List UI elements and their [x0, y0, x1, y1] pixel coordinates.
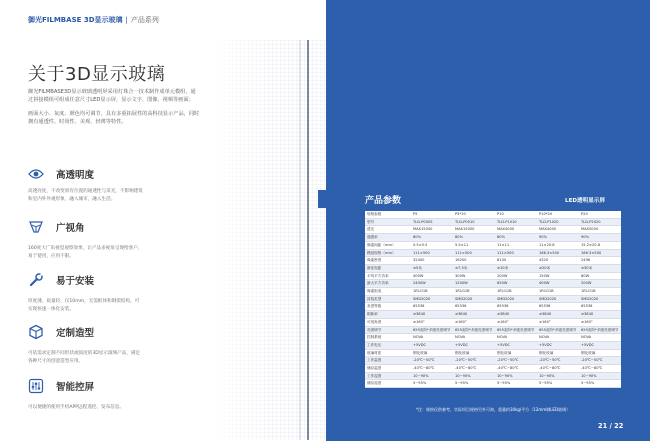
table-cell: 2496 — [579, 257, 621, 265]
table-cell: 11×20.8 — [537, 241, 579, 249]
table-cell: 1R1G1B — [579, 288, 621, 296]
table-cell: MAX4000 — [537, 226, 579, 234]
table-cell: 80% — [495, 234, 537, 242]
table-cell: NOVA — [495, 334, 537, 342]
table-cell: 1R1G1B — [495, 288, 537, 296]
table-cell: 2400W — [411, 280, 453, 288]
table-cell: +5VDC — [579, 341, 621, 349]
table-cell: SMD2020 — [579, 295, 621, 303]
row-label: 型号 — [365, 218, 411, 226]
table-cell: 钢化玻璃 — [411, 349, 453, 357]
row-label: 像素密度 — [365, 257, 411, 265]
row-label: 灰度等级 — [365, 303, 411, 311]
table-cell: TLD-P2020 — [579, 218, 621, 226]
table-cell: 400W — [537, 280, 579, 288]
row-label: 刷新率 — [365, 311, 411, 319]
table-cell: 5~95% — [453, 380, 495, 388]
table-cell: 10~90% — [411, 372, 453, 380]
table-cell: SMD2020 — [411, 295, 453, 303]
row-label: 平均平方功率 — [365, 272, 411, 280]
feature-desc: 高透亮度，不改变原有位置的通透性与采光，不影响建筑和室内外外观形象，融入城市，融入生活。 — [28, 189, 143, 202]
table-cell: 10~90% — [495, 372, 537, 380]
table-cell: -20℃~50℃ — [453, 357, 495, 365]
row-label: 控制系统 — [365, 334, 411, 342]
table-cell: 80W — [579, 272, 621, 280]
table-row — [365, 264, 621, 272]
table-cell: 1R1G1B — [537, 288, 579, 296]
table-cell: 16200 — [453, 257, 495, 265]
table-cell: 钢化玻璃 — [495, 349, 537, 357]
feature-transparency — [28, 166, 148, 203]
table-cell: 65536 — [411, 303, 453, 311]
feature-title: 高透明度 — [56, 170, 95, 181]
table-cell: SMD2020 — [537, 295, 579, 303]
table-cell: -40℃~80℃ — [411, 365, 453, 373]
table-cell: ≥30米 — [579, 264, 621, 272]
table-cell: 400W — [411, 272, 453, 280]
table-cell: P20 — [579, 211, 621, 218]
section-name: 产品系列 — [130, 16, 159, 24]
page-header — [28, 14, 159, 26]
table-cell: +5VDC — [537, 341, 579, 349]
table-cell: 655灰阶*多级亮度调节 — [495, 326, 537, 334]
table-cell: P10 — [495, 211, 537, 218]
table-cell: 1R1G1B — [453, 288, 495, 296]
table-row — [365, 249, 621, 257]
table-cell: 166.3×500 — [537, 249, 579, 257]
table-row — [365, 272, 621, 280]
feature-desc: 厚度薄，质量轻，仅10mm，无需框体和钢架结构，可实现快速一体化安装。 — [28, 299, 140, 312]
table-cell: 111×500 — [411, 249, 453, 257]
table-cell: NOVA — [579, 334, 621, 342]
table-cell: 钢化玻璃 — [453, 349, 495, 357]
table-cell: TLD-P0510 — [453, 218, 495, 226]
table-cell: ≥3840 — [411, 311, 453, 319]
table-row — [365, 226, 621, 234]
feature-desc: 可以便捷的使用手机APP远程遥控、发布信息。 — [28, 405, 124, 410]
table-cell: 80% — [453, 234, 495, 242]
table-row — [365, 211, 621, 218]
row-label: 储存温度 — [365, 365, 411, 373]
table-cell: 5~95% — [579, 380, 621, 388]
table-cell: ≥160° — [495, 318, 537, 326]
feature-easy-install — [28, 272, 148, 313]
row-label: 像素间距（mm） — [365, 241, 411, 249]
table-cell: -20℃~50℃ — [495, 357, 537, 365]
table-cell: 166.3×500 — [579, 249, 621, 257]
table-row — [365, 349, 621, 357]
table-cell: SMD2020 — [495, 295, 537, 303]
table-row — [365, 218, 621, 226]
row-label: 最佳视距 — [365, 264, 411, 272]
table-cell: 111×500 — [453, 249, 495, 257]
sliders-icon — [28, 378, 44, 394]
table-cell: 10~90% — [453, 372, 495, 380]
row-label: 通透率 — [365, 234, 411, 242]
table-cell: 钢化玻璃 — [579, 349, 621, 357]
table-row — [365, 241, 621, 249]
table-row — [365, 341, 621, 349]
wrench-icon — [28, 272, 44, 288]
wide-angle-icon — [28, 219, 44, 235]
table-cell: 90% — [579, 234, 621, 242]
table-cell: MAX5000 — [579, 226, 621, 234]
table-cell: 655灰阶*多级亮度调节 — [537, 326, 579, 334]
table-cell: 65536 — [453, 303, 495, 311]
table-cell: ≥10米 — [495, 264, 537, 272]
table-cell: -40℃~80℃ — [537, 365, 579, 373]
table-cell: 11×11 — [495, 241, 537, 249]
table-cell: 1R1G1B — [411, 288, 453, 296]
table-row — [365, 372, 621, 380]
table-cell: 150W — [537, 272, 579, 280]
table-cell: -40℃~80℃ — [453, 365, 495, 373]
table-cell: -20℃~50℃ — [537, 357, 579, 365]
intro-paragraph-2: 画面大小、灰度、颜色均可调节，具有多重拓展性的高科技显示产品，同时拥有通透性、时尚性、美观、轻薄等特性。 — [28, 111, 200, 125]
feature-title: 智能控屏 — [56, 382, 95, 393]
table-cell: 5~95% — [537, 380, 579, 388]
spec-note: *注：规格仅供参考，实际项目规格另外可询，重量约30kg/平方（12mm钢LED玻璃） — [415, 407, 570, 412]
table-cell: ≥160° — [453, 318, 495, 326]
table-row — [365, 357, 621, 365]
parameters-title: 产品参数 — [365, 196, 402, 206]
table-cell: MAX15000 — [453, 226, 495, 234]
table-cell: 5.5×5.5 — [411, 241, 453, 249]
table-cell: 钢化玻璃 — [537, 349, 579, 357]
table-cell: +5VDC — [411, 341, 453, 349]
intro-paragraph-1: 御光FILMBASE3D显示玻璃透明屏采用灯珠合一技术制作成单元模组，通过拼接模组可组成任意尺寸LED显示屏，显示文字、图像、视频等画面； — [28, 89, 196, 103]
table-row — [365, 365, 621, 373]
page-number: 21 / 22 — [598, 422, 624, 430]
page-tab-marker — [318, 190, 328, 208]
table-cell: NOVA — [537, 334, 579, 342]
row-label: 透光 — [365, 226, 411, 234]
intro-text — [28, 88, 200, 132]
table-cell: TLD-P1010 — [495, 218, 537, 226]
table-cell: 1200W — [453, 280, 495, 288]
table-cell: 32400 — [411, 257, 453, 265]
row-label: 亮度调节 — [365, 326, 411, 334]
row-label: 工作湿度 — [365, 372, 411, 380]
table-cell: -40℃~80℃ — [579, 365, 621, 373]
table-cell: ≥20米 — [537, 264, 579, 272]
table-cell: 10~90% — [537, 372, 579, 380]
spec-table — [365, 211, 621, 388]
table-row — [365, 318, 621, 326]
table-cell: 300W — [453, 272, 495, 280]
cube-icon — [28, 324, 44, 340]
eye-icon — [28, 166, 44, 182]
table-cell: ≥3840 — [579, 311, 621, 319]
table-cell: -20℃~50℃ — [411, 357, 453, 365]
feature-desc: 160度大广角视觉观察效果，让产品多视角呈现给客户，易于使用，应用不限。 — [28, 246, 143, 259]
table-cell: 90% — [537, 234, 579, 242]
table-cell: NOVA — [411, 334, 453, 342]
table-row — [365, 303, 621, 311]
feature-wide-angle — [28, 219, 148, 260]
table-row — [365, 280, 621, 288]
table-cell: ≥3840 — [537, 311, 579, 319]
table-cell: +5VDC — [453, 341, 495, 349]
table-cell: 15.2×20.8 — [579, 241, 621, 249]
table-cell: 10~90% — [579, 372, 621, 380]
row-label: 最大平方功率 — [365, 280, 411, 288]
table-cell: 5~95% — [411, 380, 453, 388]
row-label: 玻璃材质 — [365, 349, 411, 357]
header-separator: | — [125, 16, 128, 24]
table-cell: NOVA — [453, 334, 495, 342]
glass-panel-illustration — [208, 40, 326, 440]
table-cell: 655灰阶*多级亮度调节 — [579, 326, 621, 334]
table-row — [365, 234, 621, 242]
table-row — [365, 257, 621, 265]
table-cell: ≥160° — [537, 318, 579, 326]
feature-title: 易于安装 — [56, 276, 95, 287]
table-cell: P5 — [411, 211, 453, 218]
table-cell: 5~95% — [495, 380, 537, 388]
table-cell: 5.5×11 — [453, 241, 495, 249]
table-cell: 650W — [495, 280, 537, 288]
row-label: 可视角度 — [365, 318, 411, 326]
row-label: 工作电压 — [365, 341, 411, 349]
table-cell: 8100 — [495, 257, 537, 265]
feature-smart-control — [28, 378, 148, 412]
table-cell: -40℃~80℃ — [495, 365, 537, 373]
table-cell: MAX4000 — [495, 226, 537, 234]
table-cell: 200W — [579, 280, 621, 288]
table-cell: ≥160° — [579, 318, 621, 326]
table-cell: TLD-P1020 — [537, 218, 579, 226]
table-row — [365, 288, 621, 296]
feature-desc: 可依需求定制不同形状或弧度的3D显示玻璃产品，满足各种尺寸的创意造型应用。 — [28, 351, 141, 364]
table-cell: 200W — [495, 272, 537, 280]
brand-name: 御光FILMBASE 3D显示玻璃 — [28, 16, 123, 24]
row-label: 像素组成 — [365, 288, 411, 296]
feature-custom-shape — [28, 324, 148, 365]
table-row — [365, 311, 621, 319]
table-cell: ≥7.5米 — [453, 264, 495, 272]
table-cell: +5VDC — [495, 341, 537, 349]
table-cell: 65536 — [495, 303, 537, 311]
table-cell: P5*10 — [453, 211, 495, 218]
table-row — [365, 380, 621, 388]
parameters-subtitle: LED透明显示屏 — [565, 198, 605, 204]
feature-title: 定制造型 — [56, 328, 95, 339]
table-cell: -20℃~50℃ — [579, 357, 621, 365]
row-label: 规格参数 — [365, 211, 411, 218]
row-label: 封装类型 — [365, 295, 411, 303]
table-cell: ≥5米 — [411, 264, 453, 272]
page-title: 关于3D显示玻璃 — [28, 64, 166, 85]
table-cell: 111×500 — [495, 249, 537, 257]
row-label: 储存湿度 — [365, 380, 411, 388]
table-cell: P10*20 — [537, 211, 579, 218]
table-cell: TLD-P0505 — [411, 218, 453, 226]
table-cell: 65536 — [537, 303, 579, 311]
table-cell: ≥160° — [411, 318, 453, 326]
table-cell: 655灰阶*多级亮度调节 — [453, 326, 495, 334]
table-row — [365, 326, 621, 334]
table-cell: 60% — [411, 234, 453, 242]
table-row — [365, 334, 621, 342]
table-cell: MAX15000 — [411, 226, 453, 234]
table-cell: 65536 — [579, 303, 621, 311]
table-row — [365, 295, 621, 303]
table-cell: 655灰阶*多级亮度调节 — [411, 326, 453, 334]
table-cell: ≥3840 — [453, 311, 495, 319]
table-cell: ≥3840 — [495, 311, 537, 319]
table-cell: SMD2020 — [453, 295, 495, 303]
row-label: 工作温度 — [365, 357, 411, 365]
row-label: 模组规格（mm） — [365, 249, 411, 257]
feature-title: 广视角 — [56, 223, 85, 234]
table-cell: 4320 — [537, 257, 579, 265]
